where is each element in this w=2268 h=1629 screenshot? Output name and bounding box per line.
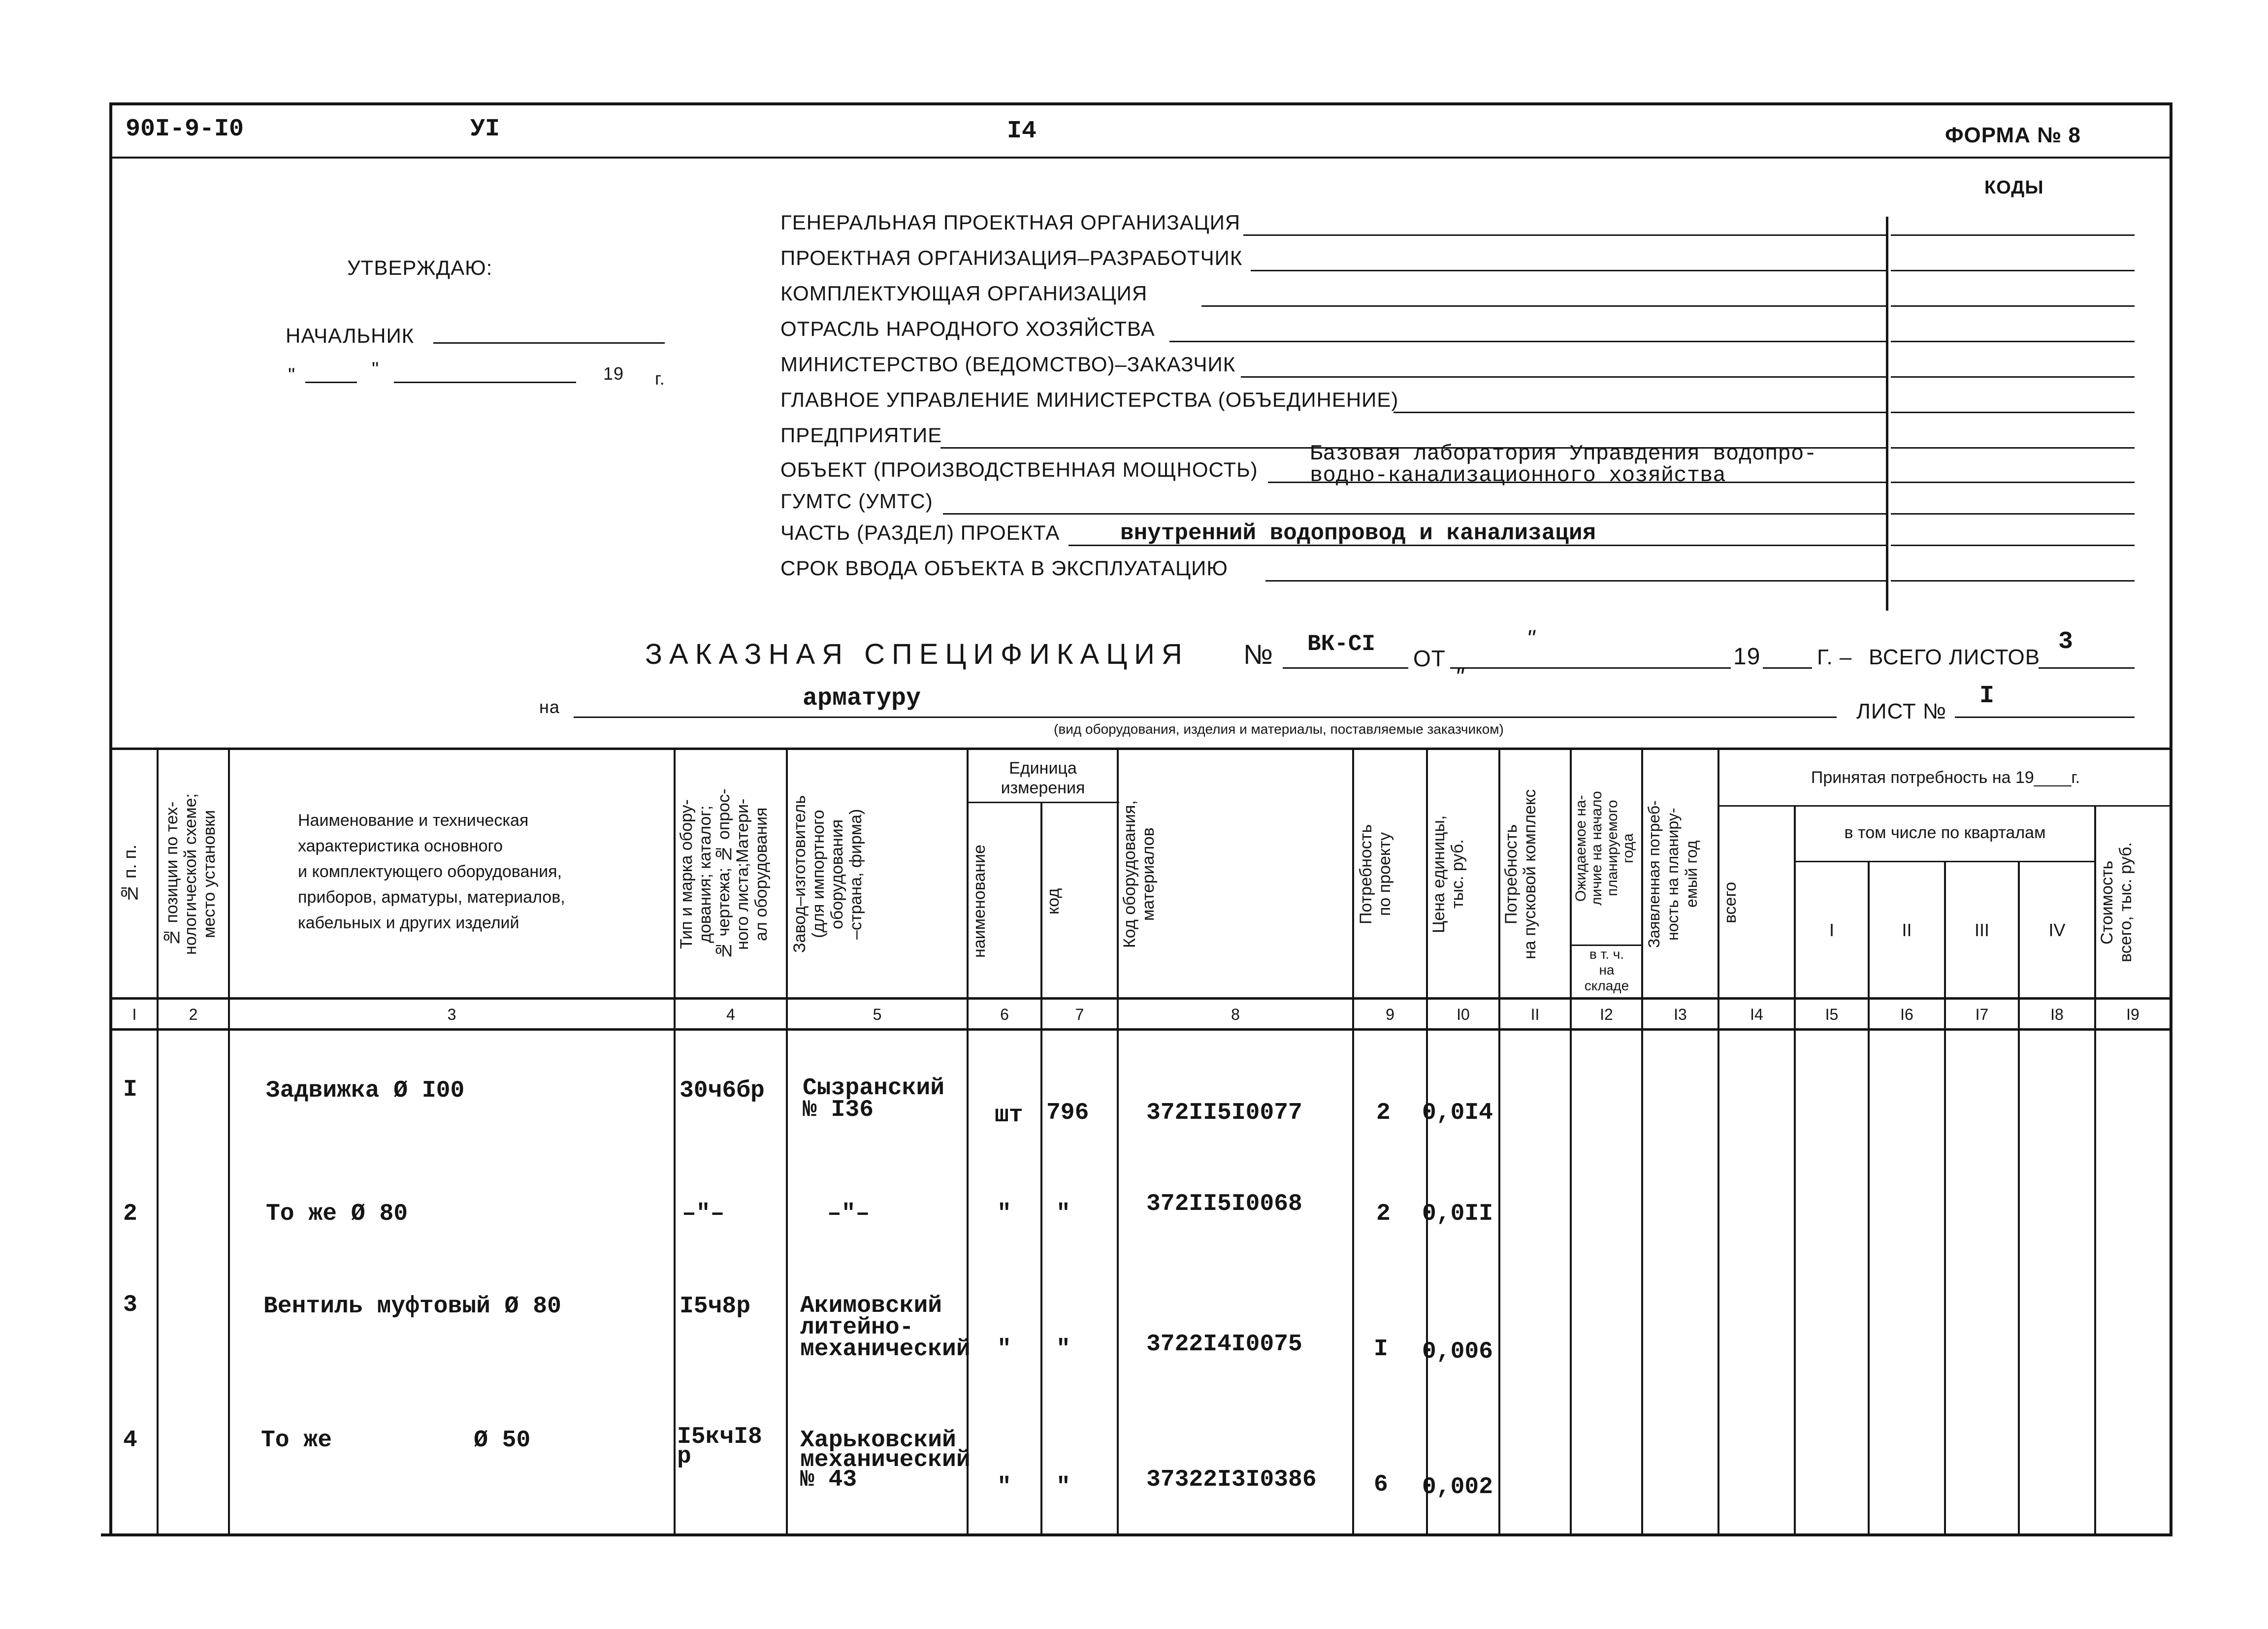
field-label: КОМПЛЕКТУЮЩАЯ ОРГАНИЗАЦИЯ bbox=[780, 282, 1148, 305]
code-line[interactable] bbox=[1891, 412, 2135, 413]
field-line[interactable] bbox=[1169, 341, 1886, 342]
spec-on-label: на bbox=[539, 697, 560, 717]
item-price: 0,0II bbox=[1422, 1201, 1493, 1227]
spec-number-label: № bbox=[1243, 639, 1274, 670]
item-type: I5кчI8 р bbox=[677, 1424, 762, 1470]
item-unit: " bbox=[997, 1201, 1011, 1227]
field-label: ОБЪЕКТ (ПРОИЗВОДСТВЕННАЯ МОЩНОСТЬ) bbox=[780, 458, 1258, 481]
item-unit-code: " bbox=[1056, 1474, 1070, 1500]
header-position: № позиции по тех- нологической схеме; место установки bbox=[162, 793, 219, 955]
field-line[interactable] bbox=[1069, 545, 1886, 546]
code-line[interactable] bbox=[1891, 513, 2135, 515]
col-number: 9 bbox=[1386, 1006, 1394, 1023]
col-sep-9 bbox=[1426, 748, 1428, 1535]
col-number: 6 bbox=[1000, 1006, 1009, 1023]
row-number: I bbox=[123, 1076, 137, 1103]
chief-label: НАЧАЛЬНИК bbox=[286, 324, 415, 347]
frame-top bbox=[109, 102, 2172, 105]
col-number: 2 bbox=[189, 1006, 198, 1023]
item-maker: –"– bbox=[827, 1201, 870, 1227]
field-value: внутренний водопровод и канализация bbox=[1120, 521, 1596, 546]
col-sep-8 bbox=[1352, 748, 1354, 1535]
item-maker: Харьковский механический № 43 bbox=[800, 1427, 971, 1493]
chief-signature-line[interactable] bbox=[433, 342, 665, 344]
codes-label: КОДЫ bbox=[1984, 177, 2044, 198]
spec-quote-open: " bbox=[1526, 626, 1536, 652]
col-sep-6 bbox=[1040, 802, 1042, 1535]
code-line[interactable] bbox=[1891, 482, 2135, 483]
item-code: 372II5I0077 bbox=[1146, 1100, 1302, 1126]
date-quote-open: " bbox=[288, 364, 296, 386]
code-line[interactable] bbox=[1891, 341, 2135, 342]
table-header-bottom bbox=[109, 997, 2172, 1000]
item-unit: " bbox=[997, 1336, 1011, 1363]
code-line[interactable] bbox=[1891, 580, 2135, 582]
spec-date-line[interactable] bbox=[1450, 667, 1731, 669]
code-line[interactable] bbox=[1891, 270, 2135, 271]
header-project-need: Потребность по проекту bbox=[1357, 824, 1394, 924]
field-label: ОТРАСЛЬ НАРОДНОГО ХОЗЯЙСТВА bbox=[780, 317, 1155, 340]
spec-on-value: арматуру bbox=[803, 684, 921, 713]
header-type: Тип и марка обору- дования; каталог; № чертежа; № опрос- ного листа;Матери- ал оборудования bbox=[677, 788, 771, 960]
item-name: То же Ø 80 bbox=[266, 1201, 408, 1227]
header-quarter-1: I bbox=[1829, 920, 1834, 940]
header-total: всего bbox=[1721, 881, 1740, 923]
col-number: I0 bbox=[1457, 1006, 1470, 1023]
item-name: Задвижка Ø I00 bbox=[266, 1077, 465, 1104]
item-type: 30ч6бр bbox=[680, 1077, 765, 1104]
field-label: СРОК ВВОДА ОБЪЕКТА В ЭКСПЛУАТАЦИЮ bbox=[780, 556, 1228, 580]
spec-sheet: I bbox=[1979, 682, 1995, 710]
frame-left bbox=[109, 102, 112, 1536]
item-unit-code: 796 bbox=[1046, 1100, 1089, 1126]
item-unit: " bbox=[997, 1474, 1011, 1500]
date-day-line[interactable] bbox=[305, 382, 357, 383]
code-line[interactable] bbox=[1891, 376, 2135, 378]
spec-number-line[interactable] bbox=[1283, 667, 1408, 669]
spec-quote-close: " bbox=[1455, 664, 1464, 690]
col-sep-11 bbox=[1570, 748, 1572, 1535]
table-top-line bbox=[109, 748, 2172, 750]
code-line[interactable] bbox=[1891, 234, 2135, 236]
header-declared-need: Заявленная потреб- ность на планиру- емый год bbox=[1645, 800, 1700, 948]
header-row-number: № п. п. bbox=[120, 845, 140, 904]
date-quote-close: " bbox=[372, 358, 380, 380]
frame-bottom bbox=[101, 1533, 2172, 1536]
code-line[interactable] bbox=[1891, 447, 2135, 449]
col-sep-3 bbox=[674, 748, 676, 1535]
header-unit-price: Цена единицы, тыс. руб. bbox=[1429, 815, 1467, 933]
item-unit-code: " bbox=[1056, 1201, 1070, 1227]
date-month-line[interactable] bbox=[394, 382, 576, 383]
header-maker: Завод–изготовитель (для импортного оборудования –страна, фирма) bbox=[790, 795, 865, 953]
spec-total-sheets-line[interactable] bbox=[2039, 667, 2135, 669]
item-code: 372II5I0068 bbox=[1146, 1191, 1302, 1217]
frame-right bbox=[2170, 102, 2172, 1536]
item-price: 0,006 bbox=[1422, 1338, 1493, 1365]
header-quarter-3: III bbox=[1974, 920, 1989, 940]
header-cost: Стоимость всего, тыс. руб. bbox=[2098, 842, 2135, 963]
header-unit-code: код bbox=[1044, 888, 1063, 914]
album-number: УI bbox=[470, 115, 500, 143]
row-number: 3 bbox=[123, 1292, 137, 1318]
spec-year-suffix: Г. – bbox=[1817, 645, 1852, 669]
header-unit-name: наименование bbox=[970, 845, 989, 958]
page-number: I4 bbox=[1007, 117, 1037, 145]
spec-on-caption: (вид оборудования, изделия и материалы, поставляемые заказчиком) bbox=[1054, 721, 1504, 737]
item-qty: 2 bbox=[1376, 1201, 1391, 1227]
item-price: 0,002 bbox=[1422, 1474, 1493, 1500]
col-number: I8 bbox=[2050, 1006, 2064, 1023]
item-type: –"– bbox=[682, 1201, 725, 1227]
col-number: 8 bbox=[1231, 1006, 1240, 1023]
field-label: ГЛАВНОЕ УПРАВЛЕНИЕ МИНИСТЕРСТВА (ОБЪЕДИНЕНИЕ) bbox=[780, 388, 1399, 411]
header-in-stock: в т. ч. на складе bbox=[1584, 946, 1629, 993]
spec-number: ВК-СI bbox=[1307, 631, 1376, 657]
column-numbers-bottom bbox=[109, 1028, 2172, 1031]
header-unit-group: Единица измерения bbox=[1001, 759, 1085, 797]
col-sep-5 bbox=[967, 748, 969, 1535]
item-qty: 6 bbox=[1374, 1471, 1388, 1498]
header-expected-stock: Ожидаемое на- личие на начало планируемого года bbox=[1573, 791, 1636, 906]
header-quarter-4: IV bbox=[2048, 920, 2066, 940]
item-maker: Сызранский № I36 bbox=[803, 1075, 945, 1123]
col-sep-10 bbox=[1498, 748, 1500, 1535]
spec-sheet-label: ЛИСТ № bbox=[1856, 699, 1947, 723]
date-year-suffix: г. bbox=[655, 368, 665, 389]
col-number: I6 bbox=[1900, 1006, 1913, 1023]
col-sep-13 bbox=[1717, 748, 1719, 1535]
header-startup-need: Потребность на пусковой комплекс bbox=[1502, 789, 1539, 959]
col-number: I bbox=[132, 1006, 137, 1023]
header-equipment-code: Код оборудования, материалов bbox=[1120, 800, 1158, 948]
item-qty: I bbox=[1374, 1336, 1388, 1363]
item-code: 3722I4I0075 bbox=[1146, 1331, 1302, 1358]
col-sep-12 bbox=[1641, 748, 1643, 1535]
code-line[interactable] bbox=[1891, 545, 2135, 546]
item-price: 0,0I4 bbox=[1422, 1100, 1493, 1126]
col-number: I7 bbox=[1975, 1006, 1989, 1023]
field-label: ПРЕДПРИЯТИЕ bbox=[780, 424, 942, 447]
field-label: ПРОЕКТНАЯ ОРГАНИЗАЦИЯ–РАЗРАБОТЧИК bbox=[780, 246, 1243, 269]
field-line[interactable] bbox=[1393, 412, 1886, 413]
item-maker: Акимовский литейно- механический bbox=[800, 1293, 971, 1363]
spec-on-line[interactable] bbox=[574, 717, 1837, 718]
field-label: МИНИСТЕРСТВО (ВЕДОМСТВО)–ЗАКАЗЧИК bbox=[780, 353, 1236, 376]
item-unit-code: " bbox=[1056, 1336, 1070, 1363]
col-sep-17 bbox=[2018, 861, 2020, 1535]
row-number: 2 bbox=[123, 1201, 137, 1227]
item-name: Вентиль муфтовый Ø 80 bbox=[263, 1293, 561, 1320]
header-accepted-group: Принятая потребность на 19____г. bbox=[1811, 768, 2080, 787]
spec-from-label: ОТ bbox=[1413, 646, 1446, 671]
c12-split-line bbox=[1570, 945, 1641, 946]
col-number: 7 bbox=[1075, 1006, 1084, 1023]
item-code: 37322I3I0386 bbox=[1146, 1466, 1317, 1493]
code-line[interactable] bbox=[1891, 305, 2135, 307]
doc-code: 90I-9-I0 bbox=[126, 115, 244, 143]
col-sep-18 bbox=[2094, 805, 2096, 1535]
col-number: I5 bbox=[1825, 1006, 1839, 1023]
spec-total-sheets: 3 bbox=[2058, 628, 2074, 656]
field-line[interactable] bbox=[943, 513, 1886, 515]
unit-group-line bbox=[967, 802, 1119, 803]
field-line[interactable] bbox=[1268, 482, 1886, 483]
header-quarter-2: II bbox=[1902, 920, 1912, 940]
col-sep-7 bbox=[1117, 748, 1119, 1535]
col-number: II bbox=[1530, 1006, 1540, 1023]
header-name: Наименование и техническая характеристика основного и комплектующего оборудования, приборов, арматуры, материалов, кабельных и других изделий bbox=[298, 811, 565, 932]
col-sep-1 bbox=[157, 748, 159, 1535]
field-line[interactable] bbox=[1241, 376, 1886, 378]
spec-year-line[interactable] bbox=[1763, 667, 1812, 669]
col-sep-15 bbox=[1868, 861, 1870, 1535]
item-qty: 2 bbox=[1376, 1100, 1391, 1126]
col-number: I4 bbox=[1750, 1006, 1763, 1023]
form-number: ФОРМА № 8 bbox=[1945, 123, 2081, 147]
codes-column-divider bbox=[1886, 217, 1888, 611]
date-year-prefix: 19 bbox=[603, 363, 624, 384]
field-value: Базовая лаборатория Управдения водопро- водно-канализационного хозяйства bbox=[1310, 442, 1817, 488]
spec-sheet-line[interactable] bbox=[1955, 717, 2135, 718]
row-number: 4 bbox=[123, 1427, 137, 1454]
spec-title: ЗАКАЗНАЯ СПЕЦИФИКАЦИЯ bbox=[645, 638, 1189, 670]
field-label: ЧАСТЬ (РАЗДЕЛ) ПРОЕКТА bbox=[780, 521, 1060, 544]
approve-label: УТВЕРЖДАЮ: bbox=[347, 256, 493, 279]
header-quarters-group: в том числе по кварталам bbox=[1844, 823, 2046, 842]
top-bar-divider bbox=[109, 157, 2172, 159]
field-label: ГЕНЕРАЛЬНАЯ ПРОЕКТНАЯ ОРГАНИЗАЦИЯ bbox=[780, 211, 1241, 234]
col-number: I3 bbox=[1674, 1006, 1687, 1023]
col-number: I2 bbox=[1600, 1006, 1613, 1023]
col-sep-4 bbox=[786, 748, 788, 1535]
accepted-group-line bbox=[1717, 805, 2172, 807]
col-number: 4 bbox=[726, 1006, 735, 1023]
col-number: I9 bbox=[2126, 1006, 2139, 1023]
col-sep-2 bbox=[228, 748, 230, 1535]
item-type: I5ч8р bbox=[680, 1293, 751, 1320]
col-sep-16 bbox=[1944, 861, 1946, 1535]
field-line[interactable] bbox=[1265, 580, 1886, 582]
col-number: 3 bbox=[447, 1006, 456, 1023]
col-number: 5 bbox=[873, 1006, 882, 1023]
field-line[interactable] bbox=[1243, 234, 1886, 236]
item-name: То же Ø 50 bbox=[261, 1427, 531, 1454]
field-line[interactable] bbox=[1251, 270, 1886, 271]
field-label: ГУМТС (УМТС) bbox=[780, 489, 933, 513]
col-sep-14 bbox=[1794, 805, 1796, 1535]
spec-total-sheets-label: ВСЕГО ЛИСТОВ bbox=[1869, 645, 2041, 669]
item-unit: шт bbox=[995, 1102, 1023, 1129]
field-line[interactable] bbox=[1201, 305, 1886, 307]
spec-year-label: 19 bbox=[1733, 644, 1761, 670]
